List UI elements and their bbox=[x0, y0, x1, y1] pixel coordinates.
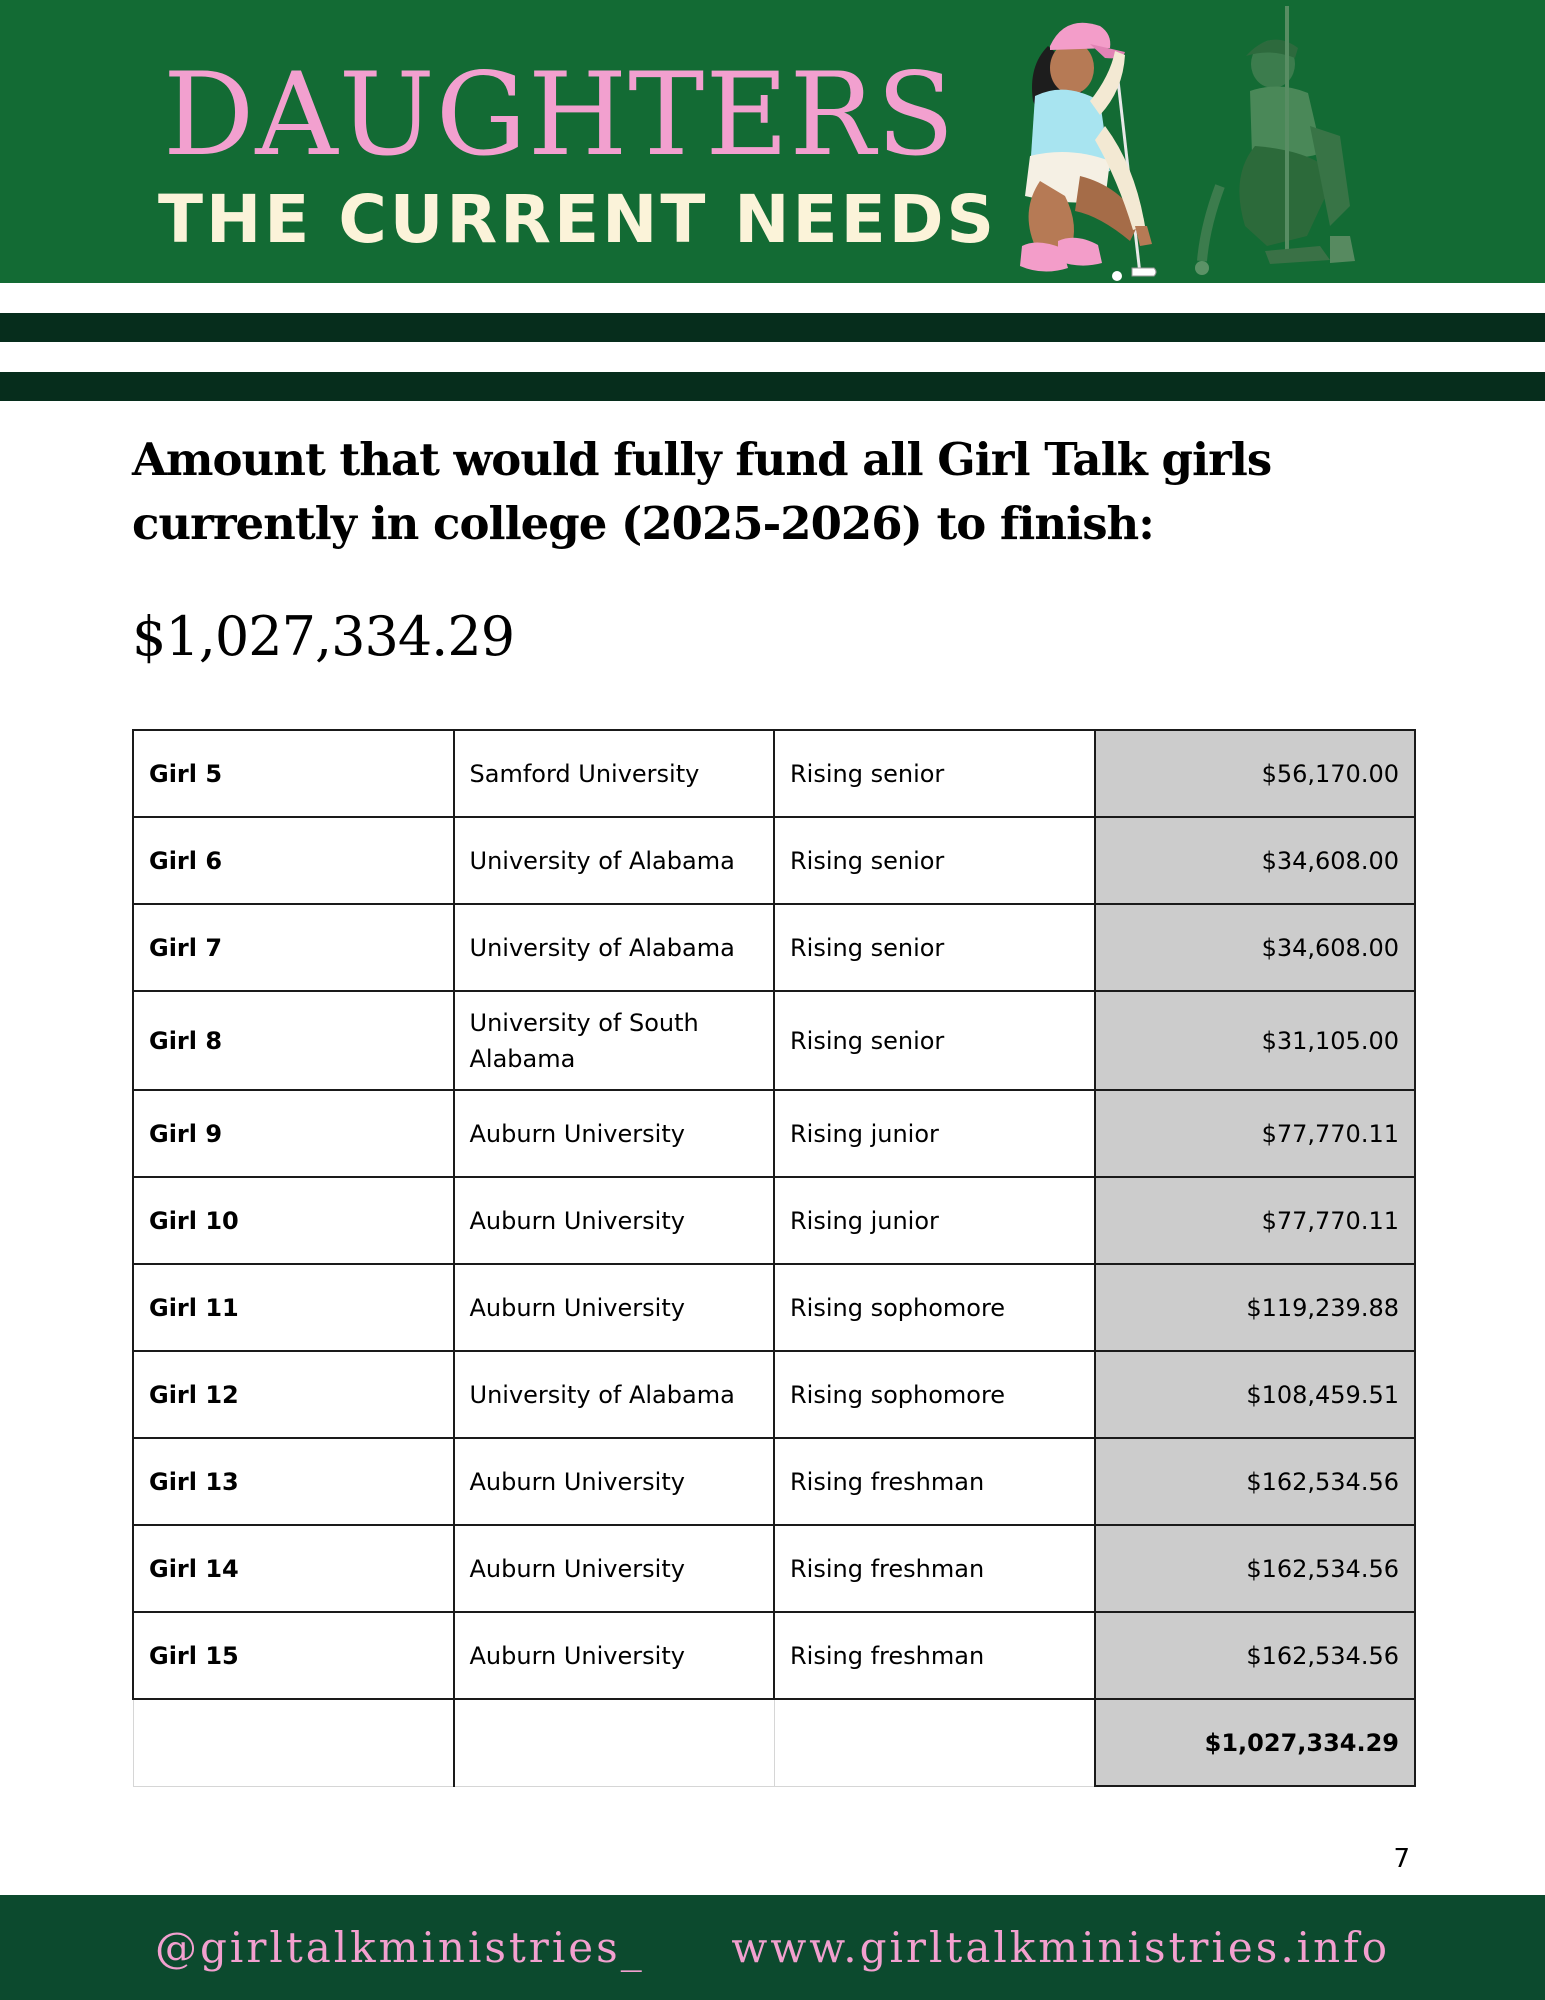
empty-cell bbox=[774, 1699, 1095, 1786]
status-cell: Rising senior bbox=[774, 730, 1095, 817]
amount-cell: $77,770.11 bbox=[1095, 1177, 1416, 1264]
header-stripe-white bbox=[0, 342, 1545, 372]
empty-cell bbox=[133, 1699, 454, 1786]
status-cell: Rising freshman bbox=[774, 1612, 1095, 1699]
amount-cell: $108,459.51 bbox=[1095, 1351, 1416, 1438]
status-cell: Rising sophomore bbox=[774, 1351, 1095, 1438]
girl-name-cell: Girl 13 bbox=[133, 1438, 454, 1525]
website-link[interactable]: www.girltalkministries.info bbox=[731, 1923, 1390, 1972]
table-total-row bbox=[133, 1699, 1415, 1786]
table-row bbox=[133, 1090, 1415, 1177]
status-cell: Rising freshman bbox=[774, 1525, 1095, 1612]
status-cell: Rising senior bbox=[774, 817, 1095, 904]
amount-cell: $162,534.56 bbox=[1095, 1612, 1416, 1699]
school-cell: University of South Alabama bbox=[454, 991, 775, 1090]
status-cell: Rising senior bbox=[774, 904, 1095, 991]
amount-cell: $34,608.00 bbox=[1095, 904, 1416, 991]
footer-bar bbox=[0, 1895, 1545, 2000]
table-row bbox=[133, 730, 1415, 817]
table-row bbox=[133, 1177, 1415, 1264]
header-banner bbox=[0, 0, 1545, 283]
table-row bbox=[133, 1351, 1415, 1438]
brand-title: DAUGHTERS bbox=[163, 48, 956, 181]
amount-cell: $119,239.88 bbox=[1095, 1264, 1416, 1351]
header-stripe-white bbox=[0, 283, 1545, 313]
school-cell: Auburn University bbox=[454, 1438, 775, 1525]
total-amount-cell: $1,027,334.29 bbox=[1095, 1699, 1416, 1786]
amount-cell: $56,170.00 bbox=[1095, 730, 1416, 817]
girl-name-cell: Girl 5 bbox=[133, 730, 454, 817]
girl-name-cell: Girl 15 bbox=[133, 1612, 454, 1699]
table-row bbox=[133, 1525, 1415, 1612]
status-cell: Rising sophomore bbox=[774, 1264, 1095, 1351]
table-row bbox=[133, 1612, 1415, 1699]
girl-name-cell: Girl 14 bbox=[133, 1525, 454, 1612]
girl-name-cell: Girl 10 bbox=[133, 1177, 454, 1264]
table-row bbox=[133, 1264, 1415, 1351]
golfers-illustration bbox=[940, 6, 1400, 296]
table-row bbox=[133, 904, 1415, 991]
school-cell: Auburn University bbox=[454, 1090, 775, 1177]
girl-name-cell: Girl 7 bbox=[133, 904, 454, 991]
total-amount-heading: $1,027,334.29 bbox=[132, 605, 515, 668]
funding-table bbox=[132, 729, 1416, 1787]
table-row bbox=[133, 817, 1415, 904]
status-cell: Rising junior bbox=[774, 1090, 1095, 1177]
funding-headline: Amount that would fully fund all Girl Talk girls currently in college (2025-2026) to finish: bbox=[132, 433, 1272, 550]
social-handle: @girltalkministries_ bbox=[155, 1923, 645, 1972]
status-cell: Rising senior bbox=[774, 991, 1095, 1090]
school-cell: Auburn University bbox=[454, 1525, 775, 1612]
girl-name-cell: Girl 9 bbox=[133, 1090, 454, 1177]
status-cell: Rising freshman bbox=[774, 1438, 1095, 1525]
golfer-girl-figure bbox=[1020, 23, 1156, 281]
status-cell: Rising junior bbox=[774, 1177, 1095, 1264]
amount-cell: $34,608.00 bbox=[1095, 817, 1416, 904]
header-stripe-dark bbox=[0, 372, 1545, 401]
amount-cell: $31,105.00 bbox=[1095, 991, 1416, 1090]
school-cell: Auburn University bbox=[454, 1177, 775, 1264]
amount-cell: $77,770.11 bbox=[1095, 1090, 1416, 1177]
school-cell: Samford University bbox=[454, 730, 775, 817]
brand-subtitle: THE CURRENT NEEDS bbox=[158, 181, 998, 258]
header-stripe-dark bbox=[0, 313, 1545, 342]
school-cell: University of Alabama bbox=[454, 817, 775, 904]
school-cell: University of Alabama bbox=[454, 904, 775, 991]
school-cell: Auburn University bbox=[454, 1612, 775, 1699]
table-row bbox=[133, 991, 1415, 1090]
golfer-silhouette-figure bbox=[1195, 6, 1355, 275]
amount-cell: $162,534.56 bbox=[1095, 1525, 1416, 1612]
page-number: 7 bbox=[1393, 1844, 1410, 1874]
school-cell: Auburn University bbox=[454, 1264, 775, 1351]
girl-name-cell: Girl 11 bbox=[133, 1264, 454, 1351]
girl-name-cell: Girl 8 bbox=[133, 991, 454, 1090]
girl-name-cell: Girl 12 bbox=[133, 1351, 454, 1438]
table-row bbox=[133, 1438, 1415, 1525]
school-cell: University of Alabama bbox=[454, 1351, 775, 1438]
empty-cell bbox=[454, 1699, 775, 1786]
girl-name-cell: Girl 6 bbox=[133, 817, 454, 904]
amount-cell: $162,534.56 bbox=[1095, 1438, 1416, 1525]
